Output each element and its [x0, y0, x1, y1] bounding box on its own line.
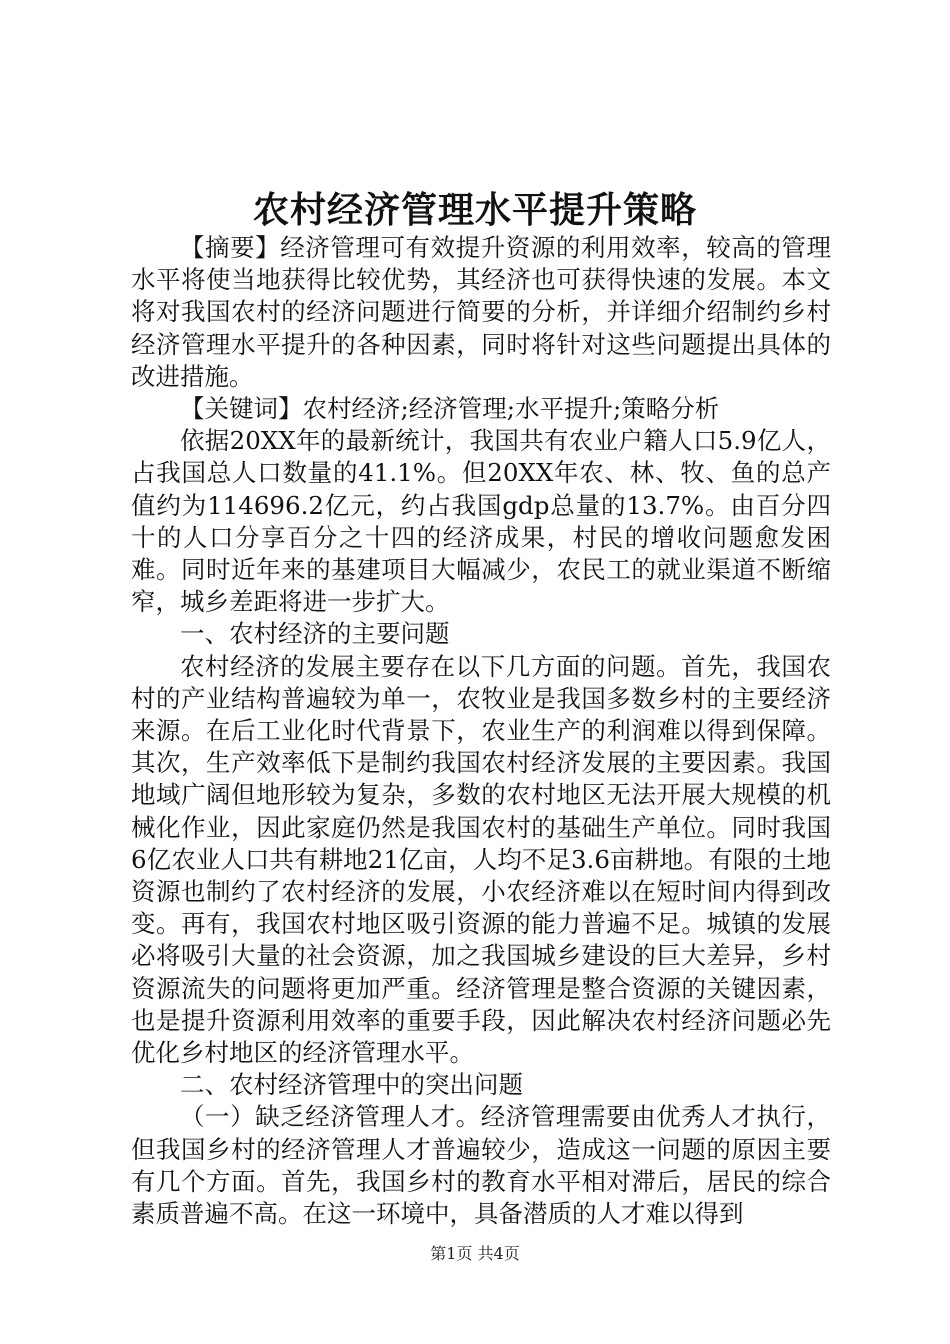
- section-heading: 二、农村经济管理中的突出问题: [180, 1070, 523, 1100]
- page-footer: 第1页 共4页: [430, 1244, 520, 1263]
- body-paragraph: （一）缺乏经济管理人才。经济管理需要由优秀人才执行，但我国乡村的经济管理人才普遍较少，造成这一问题的原因主要有几个方面。首先，我国乡村的教育水平相对滞后，居民的综合素质普遍不高。在这一环境中，具备潜质的人才难以得到: [131, 1102, 831, 1229]
- body-paragraph: 农村经济的发展主要存在以下几方面的问题。首先，我国农村的产业结构普遍较为单一，农牧业是我国多数乡村的主要经济来源。在后工业化时代背景下，农业生产的利润难以得到保障。其次，生产效率低下是制约我国农村经济发展的主要因素。我国地域广阔但地形较为复杂，多数的农村地区无法开展大规模的机械化作业，因此家庭仍然是我国农村的基础生产单位。同时我国6亿农业人口共有耕地21亿亩，人均不足3.6亩耕地。有限的土地资源也制约了农村经济的发展，小农经济难以在短时间内得到改变。再有，我国农村地区吸引资源的能力普遍不足。城镇的发展必将吸引大量的社会资源，加之我国城乡建设的巨大差异，乡村资源流失的问题将更加严重。经济管理是整合资源的关键因素，也是提升资源利用效率的重要手段，因此解决农村经济问题必先优化乡村地区的经济管理水平。: [131, 651, 831, 1068]
- abstract-paragraph: 【摘要】经济管理可有效提升资源的利用效率，较高的管理水平将使当地获得比较优势，其经济也可获得快速的发展。本文将对我国农村的经济问题进行简要的分析，并详细介绍制约乡村经济管理水平提升的各种因素，同时将针对这些问题提出具体的改进措施。: [131, 233, 831, 391]
- keywords-paragraph: 【关键词】农村经济;经济管理;水平提升;策略分析: [180, 394, 720, 424]
- document-body: [131, 232, 831, 1230]
- body-paragraph: 依据20XX年的最新统计，我国共有农业户籍人口5.9亿人，占我国总人口数量的41.1%。但20XX年农、林、牧、鱼的总产值约为114696.2亿元，约占我国gdp总量的13.7%。由百分四十的人口分享百分之十四的经济成果，村民的增收问题愈发困难。同时近年来的基建项目大幅减少，农民工的就业渠道不断缩窄，城乡差距将进一步扩大。: [131, 426, 831, 617]
- document-title: 农村经济管理水平提升策略: [252, 189, 697, 231]
- section-heading: 一、农村经济的主要问题: [180, 619, 450, 649]
